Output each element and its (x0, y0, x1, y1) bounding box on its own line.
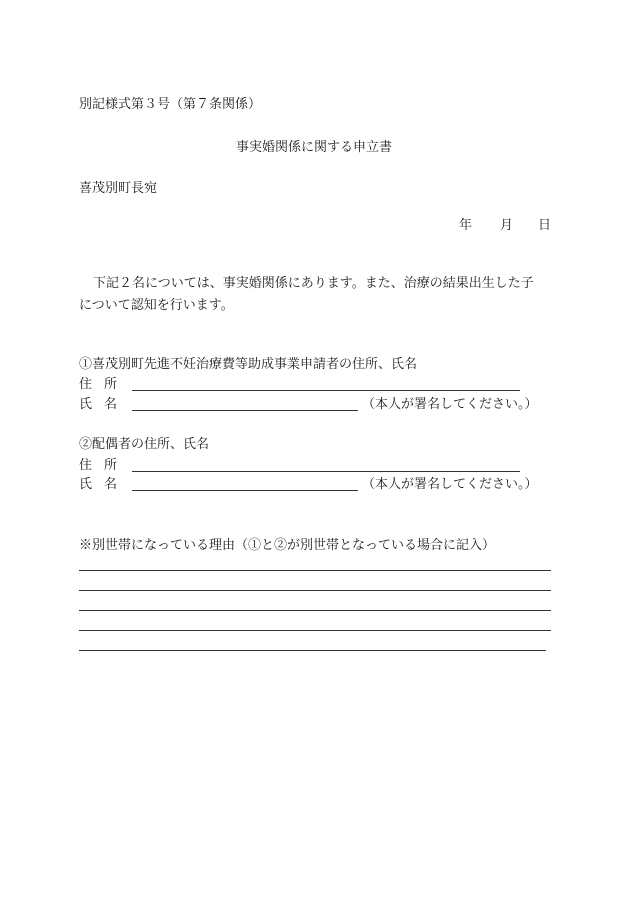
section1-signature-note: （本人が署名してください。） (362, 397, 538, 412)
reason-line[interactable] (79, 610, 551, 611)
form-label: 別記様式第３号（第７条関係） (79, 97, 262, 112)
reason-line[interactable] (79, 650, 546, 651)
section2-address-label-2: 所 (104, 458, 118, 473)
section2-heading: ②配偶者の住所、氏名 (79, 437, 210, 452)
section2-name-label-2: 名 (104, 477, 118, 492)
date-month-label: 月 (500, 218, 514, 233)
section1-heading: ①喜茂別町先進不妊治療費等助成事業申請者の住所、氏名 (79, 357, 418, 372)
section1-address-label-1: 住 (79, 377, 93, 392)
date-day-label: 日 (538, 218, 552, 233)
document-title: 事実婚関係に関する申立書 (236, 140, 393, 155)
section2-name-label-1: 氏 (79, 477, 93, 492)
section1-name-label-2: 名 (104, 397, 118, 412)
addressee: 喜茂別町長宛 (79, 181, 158, 196)
section1-name-label-1: 氏 (79, 397, 93, 412)
reason-line[interactable] (79, 630, 551, 631)
section2-signature-note: （本人が署名してください。） (362, 477, 538, 492)
section2-address-line[interactable] (132, 471, 520, 472)
reason-heading: ※別世帯になっている理由（①と②が別世帯となっている場合に記入） (79, 538, 496, 553)
section1-address-label-2: 所 (104, 377, 118, 392)
section1-name-line[interactable] (132, 410, 358, 411)
section2-name-line[interactable] (132, 490, 358, 491)
section2-address-label-1: 住 (79, 458, 93, 473)
reason-line[interactable] (79, 570, 551, 571)
date-year-label: 年 (459, 218, 473, 233)
section1-address-line[interactable] (132, 390, 520, 391)
reason-line[interactable] (79, 590, 551, 591)
statement-line-1: 下記２名については、事実婚関係にあります。また、治療の結果出生した子 (93, 276, 534, 291)
statement-line-2: について認知を行います。 (79, 298, 234, 313)
